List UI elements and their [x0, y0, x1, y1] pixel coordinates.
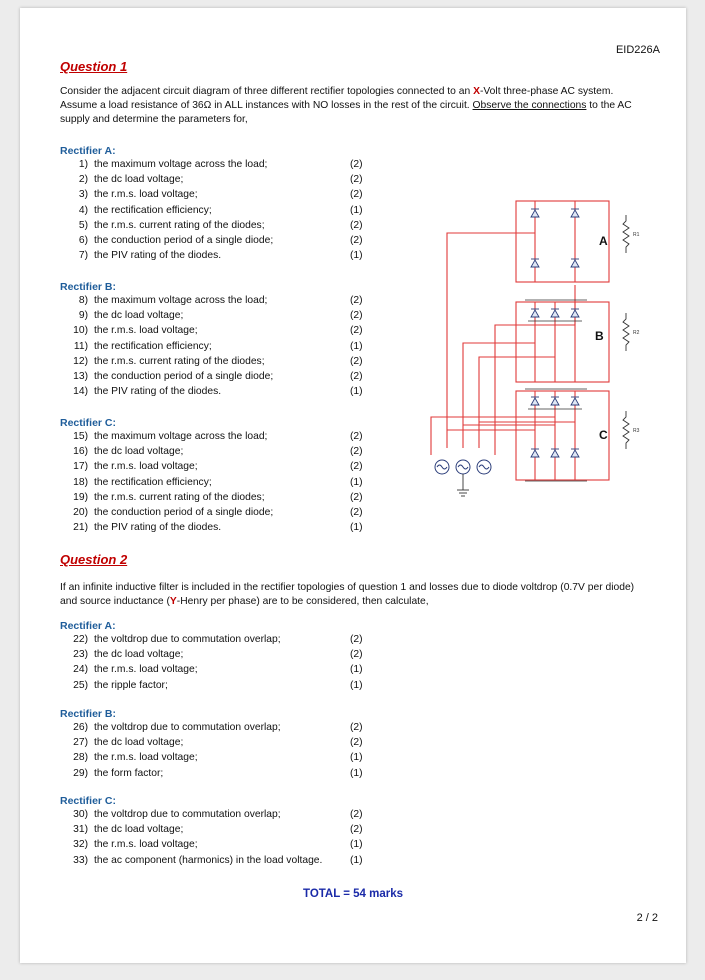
diode-icon	[551, 309, 559, 317]
list-item: 17) the r.m.s. load voltage; (2)	[73, 461, 363, 473]
intro-text-2: -Volt three-phase AC system. Assume a load resistance of 36Ω in ALL instances with NO losses in the rest of the circuit.	[60, 86, 614, 111]
list-item: 20) the conduction period of a single diode; (2)	[73, 506, 363, 518]
list-item: 26) the voltdrop due to commutation overlap; (2)	[73, 722, 363, 733]
intro-text-1: If an infinite inductive filter is included in the rectifier topologies of question 1 and losses due to diode voltdrop (0.7V per diode) and source inductance (	[60, 582, 635, 607]
diode-icon	[531, 209, 539, 217]
question-1-intro	[60, 85, 640, 127]
list-item: 11) the rectification efficiency; (1)	[73, 340, 363, 352]
list-item: 19) the r.m.s. current rating of the diodes; (2)	[73, 491, 363, 503]
section-title: Rectifier A:	[60, 620, 116, 632]
diode-icon	[551, 397, 559, 405]
section-title: Rectifier C:	[60, 417, 117, 429]
q2-rectifier-a	[60, 620, 363, 693]
list-item: 29) the form factor; (1)	[73, 767, 363, 779]
page-number: 2 / 2	[636, 912, 658, 924]
diode-icon	[571, 209, 579, 217]
intro-variable-y: Y	[169, 596, 177, 607]
diode-icon	[571, 309, 579, 317]
rectifier-a-label: A	[599, 234, 608, 248]
list-item: 7) the PIV rating of the diodes. (1)	[78, 250, 363, 262]
list-item: 4) the rectification efficiency; (1)	[78, 204, 363, 216]
section-title: Rectifier C:	[60, 795, 117, 807]
diode-icon	[531, 449, 539, 457]
document-page	[20, 8, 686, 963]
list-item: 33) the ac component (harmonics) in the load voltage. (1)	[73, 854, 363, 866]
intro-variable-x: X	[473, 86, 480, 97]
list-item: 9) the dc load voltage; (2)	[78, 310, 363, 322]
rectifier-c-label: C	[599, 428, 608, 442]
resistor-r2-label: R2	[633, 330, 640, 336]
section-title: Rectifier A:	[60, 145, 116, 157]
resistor-r3-label: R3	[633, 428, 640, 434]
list-item: 14) the PIV rating of the diodes. (1)	[73, 386, 363, 398]
ground-icon	[457, 474, 469, 496]
document-code: EID226A	[615, 44, 660, 56]
list-item: 27) the dc load voltage; (2)	[73, 737, 363, 749]
list-item: 28) the r.m.s. load voltage; (1)	[73, 752, 363, 764]
list-item: 3) the r.m.s. load voltage; (2)	[78, 189, 363, 201]
list-item: 31) the dc load voltage; (2)	[73, 824, 363, 836]
question-2-title: Question 2	[60, 552, 128, 567]
list-item: 8) the maximum voltage across the load; (2)	[78, 295, 363, 306]
q2-rectifier-b	[60, 708, 363, 781]
diode-icon	[531, 309, 539, 317]
list-item: 15) the maximum voltage across the load; (2)	[73, 431, 363, 442]
question-1-title: Question 1	[60, 59, 128, 74]
list-item: 32) the r.m.s. load voltage; (1)	[73, 839, 363, 851]
list-item: 12) the r.m.s. current rating of the diodes; (2)	[73, 355, 363, 367]
q1-rectifier-c	[60, 417, 363, 535]
list-item: 22) the voltdrop due to commutation overlap; (2)	[73, 634, 363, 645]
diode-icon	[571, 449, 579, 457]
q1-rectifier-a	[60, 145, 363, 263]
section-title: Rectifier B:	[60, 281, 117, 293]
list-item: 18) the rectification efficiency; (1)	[73, 476, 363, 488]
diode-icon	[531, 259, 539, 267]
question-2-intro	[60, 581, 640, 609]
intro-text-3: to the AC supply and determine the parameters for,	[60, 100, 632, 125]
rectifier-b-label: B	[595, 329, 604, 343]
section-title: Rectifier B:	[60, 708, 117, 720]
list-item: 21) the PIV rating of the diodes. (1)	[73, 522, 363, 534]
list-item: 5) the r.m.s. current rating of the diodes; (2)	[78, 219, 363, 231]
q1-rectifier-b	[60, 281, 363, 399]
resistor-r1-label: R1	[633, 232, 640, 238]
list-item: 30) the voltdrop due to commutation overlap; (2)	[73, 809, 363, 820]
q2-rectifier-c	[60, 795, 363, 868]
list-item: 13) the conduction period of a single diode; (2)	[73, 370, 363, 382]
list-item: 24) the r.m.s. load voltage; (1)	[73, 664, 363, 676]
diode-icon	[571, 397, 579, 405]
diode-icon	[531, 397, 539, 405]
list-item: 25) the ripple factor; (1)	[73, 679, 363, 691]
list-item: 16) the dc load voltage; (2)	[73, 446, 363, 458]
list-item: 1) the maximum voltage across the load; (2)	[78, 159, 363, 170]
list-item: 6) the conduction period of a single diode; (2)	[78, 234, 363, 246]
intro-text-2: -Henry per phase) are to be considered, then calculate,	[176, 596, 429, 607]
total-marks: TOTAL = 54 marks	[303, 888, 404, 900]
diode-icon	[551, 449, 559, 457]
intro-text-1: Consider the adjacent circuit diagram of three different rectifier topologies connected to an	[60, 86, 474, 97]
diode-icon	[571, 259, 579, 267]
intro-underlined: Observe the connections	[472, 100, 587, 111]
list-item: 10) the r.m.s. load voltage; (2)	[73, 325, 363, 337]
list-item: 2) the dc load voltage; (2)	[78, 174, 363, 186]
list-item: 23) the dc load voltage; (2)	[73, 649, 363, 661]
rectifier-circuit-diagram	[395, 185, 645, 503]
